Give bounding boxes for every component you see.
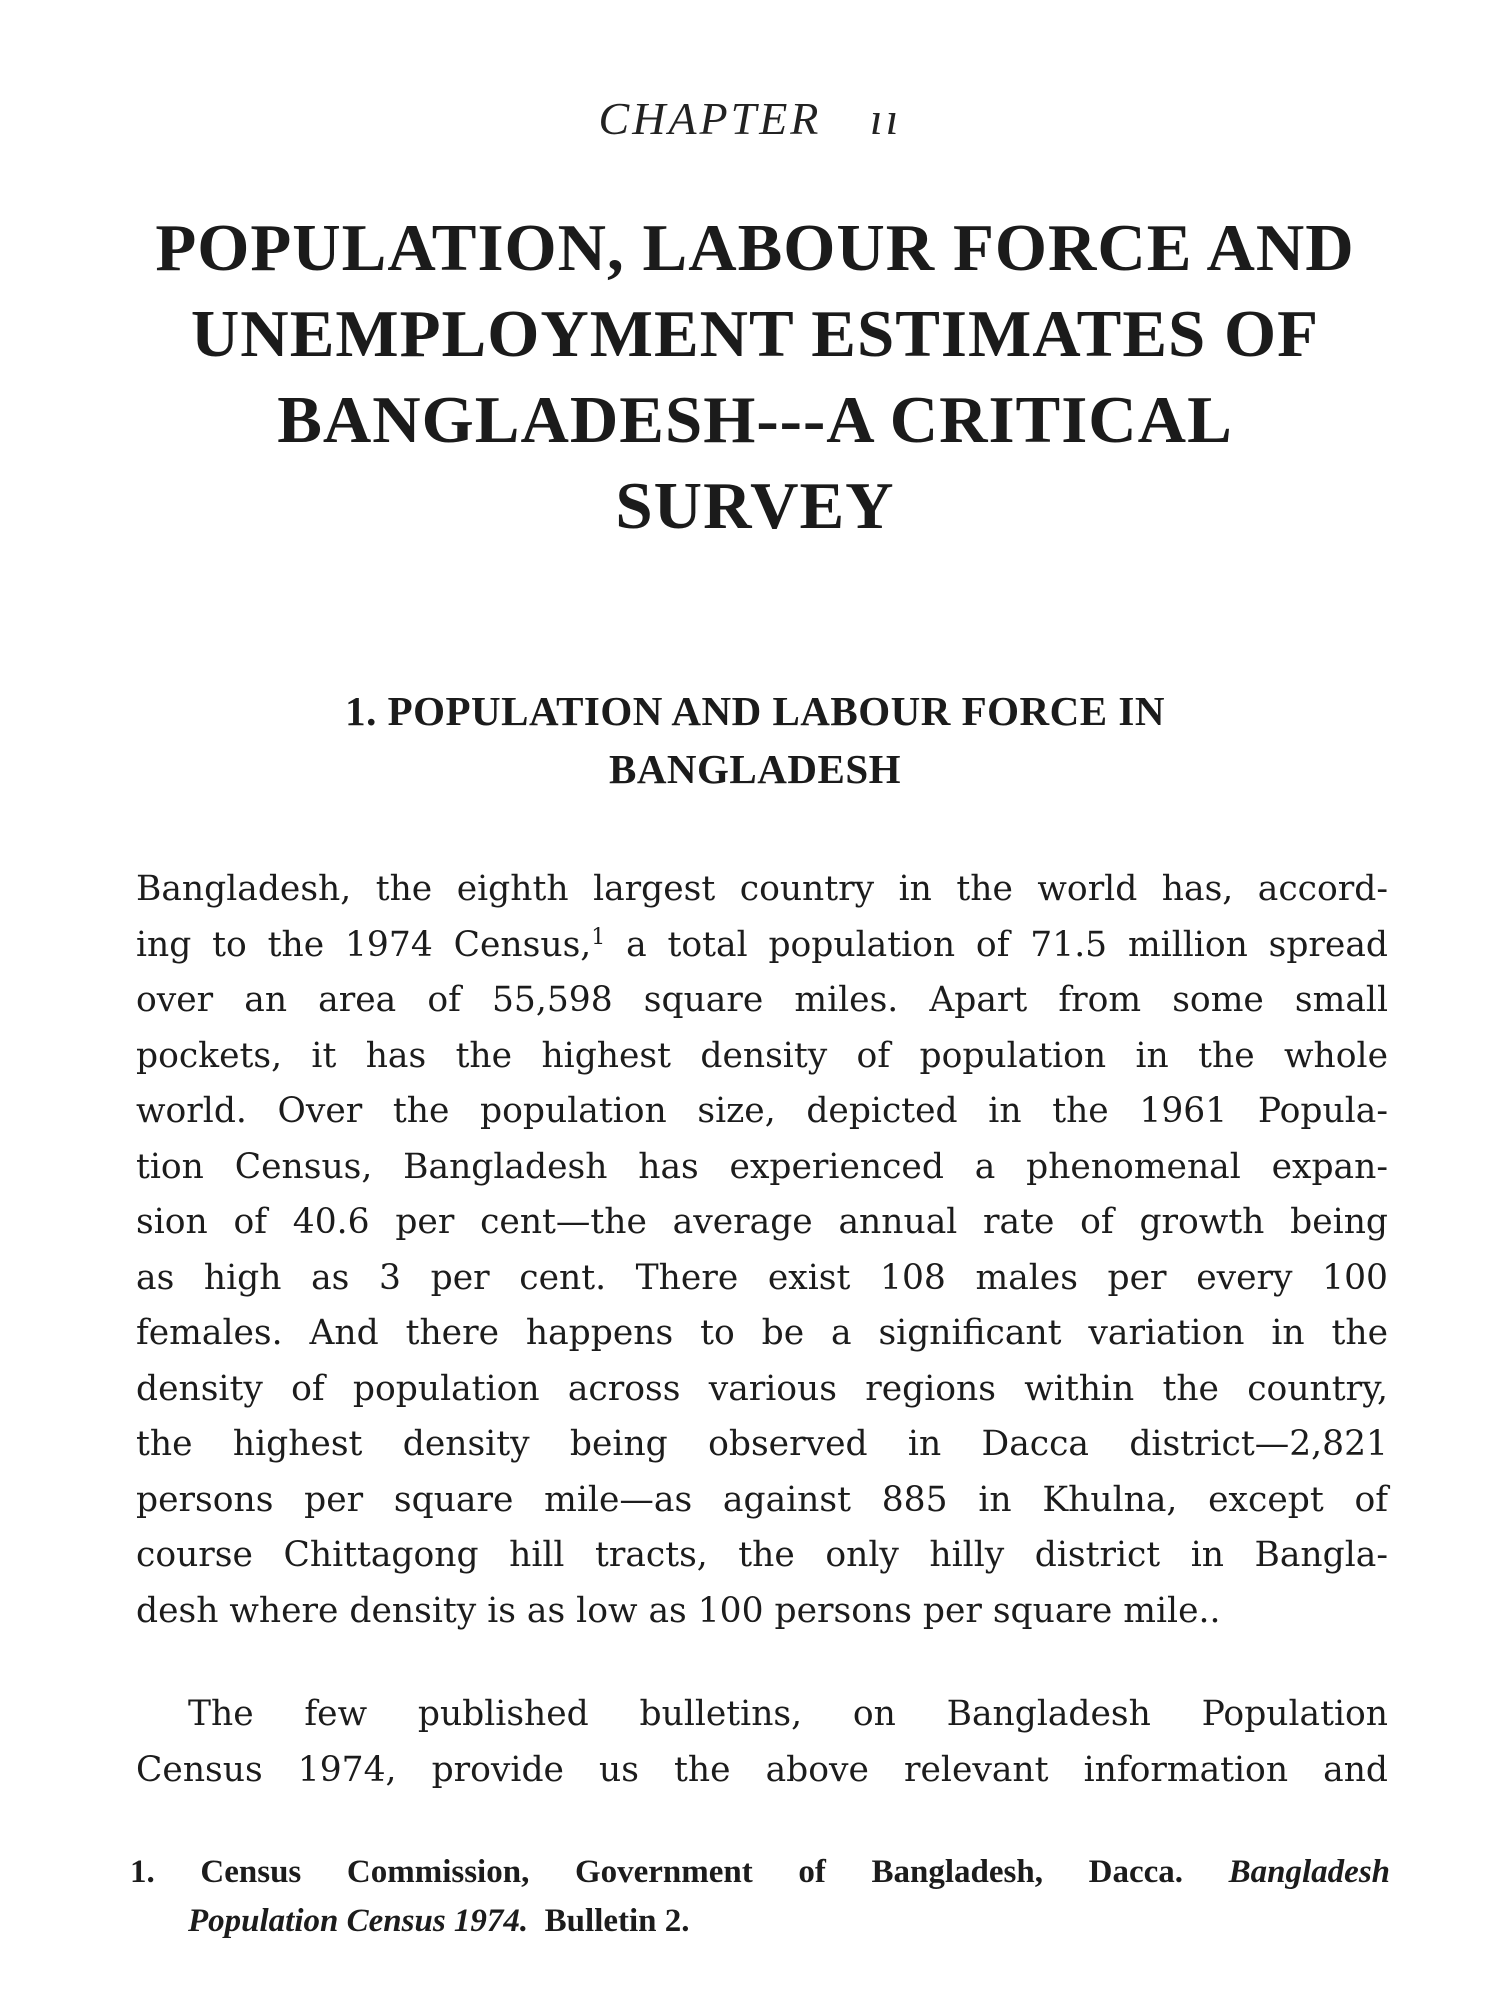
text-segment: ing to the 1974 Census,	[136, 924, 592, 965]
footnote-reference: 1	[591, 924, 606, 950]
text-line: sion of 40.6 per cent—the average annual rate of growth being	[136, 1202, 1388, 1242]
footnote	[130, 1848, 1390, 1946]
text-line: as high as 3 per cent. There exist 108 males per every 100	[136, 1257, 1388, 1298]
section-heading	[180, 682, 1330, 798]
footnote-number: 1.	[130, 1854, 155, 1890]
section-heading-line: BANGLADESH	[608, 746, 902, 792]
text-line: tion Census, Bangladesh has experienced a phenomenal expan-	[136, 1146, 1388, 1187]
footnote-line	[130, 1897, 1390, 1946]
text-line	[136, 918, 1388, 974]
chapter-title-line: POPULATION, LABOUR FORCE AND	[155, 211, 1355, 285]
footnote-italic-title: Bangladesh	[1228, 1854, 1391, 1890]
chapter-number: ıı	[869, 93, 902, 144]
footnote-line	[130, 1848, 1390, 1897]
chapter-label	[0, 92, 1500, 145]
text-line: the highest density being observed in Dacca district—2,821	[136, 1424, 1388, 1464]
text-line: The few published bulletins, on Bangladesh Population	[188, 1694, 1388, 1734]
text-line: density of population across various regions within the country,	[136, 1368, 1388, 1409]
section-heading-line: 1. POPULATION AND LABOUR FORCE IN	[345, 688, 1165, 734]
chapter-word: CHAPTER	[598, 93, 822, 144]
chapter-title-line: UNEMPLOYMENT ESTIMATES OF	[190, 297, 1320, 371]
text-line: Census 1974, provide us the above relevant information and	[136, 1749, 1388, 1790]
paragraph-1	[136, 862, 1388, 1639]
chapter-title	[135, 205, 1375, 549]
footnote-text: Census Commission, Government of Bangladesh, Dacca.	[200, 1854, 1183, 1890]
chapter-title-line: BANGLADESH---A CRITICAL SURVEY	[277, 383, 1233, 543]
footnote-italic-title: Population Census 1974.	[188, 1903, 529, 1939]
text-line: pockets, it has the highest density of population in the whole	[136, 1035, 1388, 1076]
text-line: Bangladesh, the eighth largest country in the world has, accord-	[136, 869, 1388, 909]
text-line: over an area of 55,598 square miles. Apart from some small	[136, 980, 1388, 1020]
footnote-bulletin: Bulletin 2.	[544, 1903, 690, 1939]
text-line: persons per square mile—as against 885 in Khulna, except of	[136, 1479, 1388, 1520]
paragraph-2	[136, 1687, 1388, 1798]
text-line: desh where density is as low as 100 persons per square mile..	[136, 1590, 1221, 1631]
text-segment: a total population of 71.5 million spread	[605, 924, 1388, 965]
text-line: females. And there happens to be a significant variation in the	[136, 1313, 1388, 1353]
text-line: course Chittagong hill tracts, the only hilly district in Bangla-	[136, 1535, 1388, 1575]
text-line: world. Over the population size, depicted in the 1961 Popula-	[136, 1091, 1388, 1131]
